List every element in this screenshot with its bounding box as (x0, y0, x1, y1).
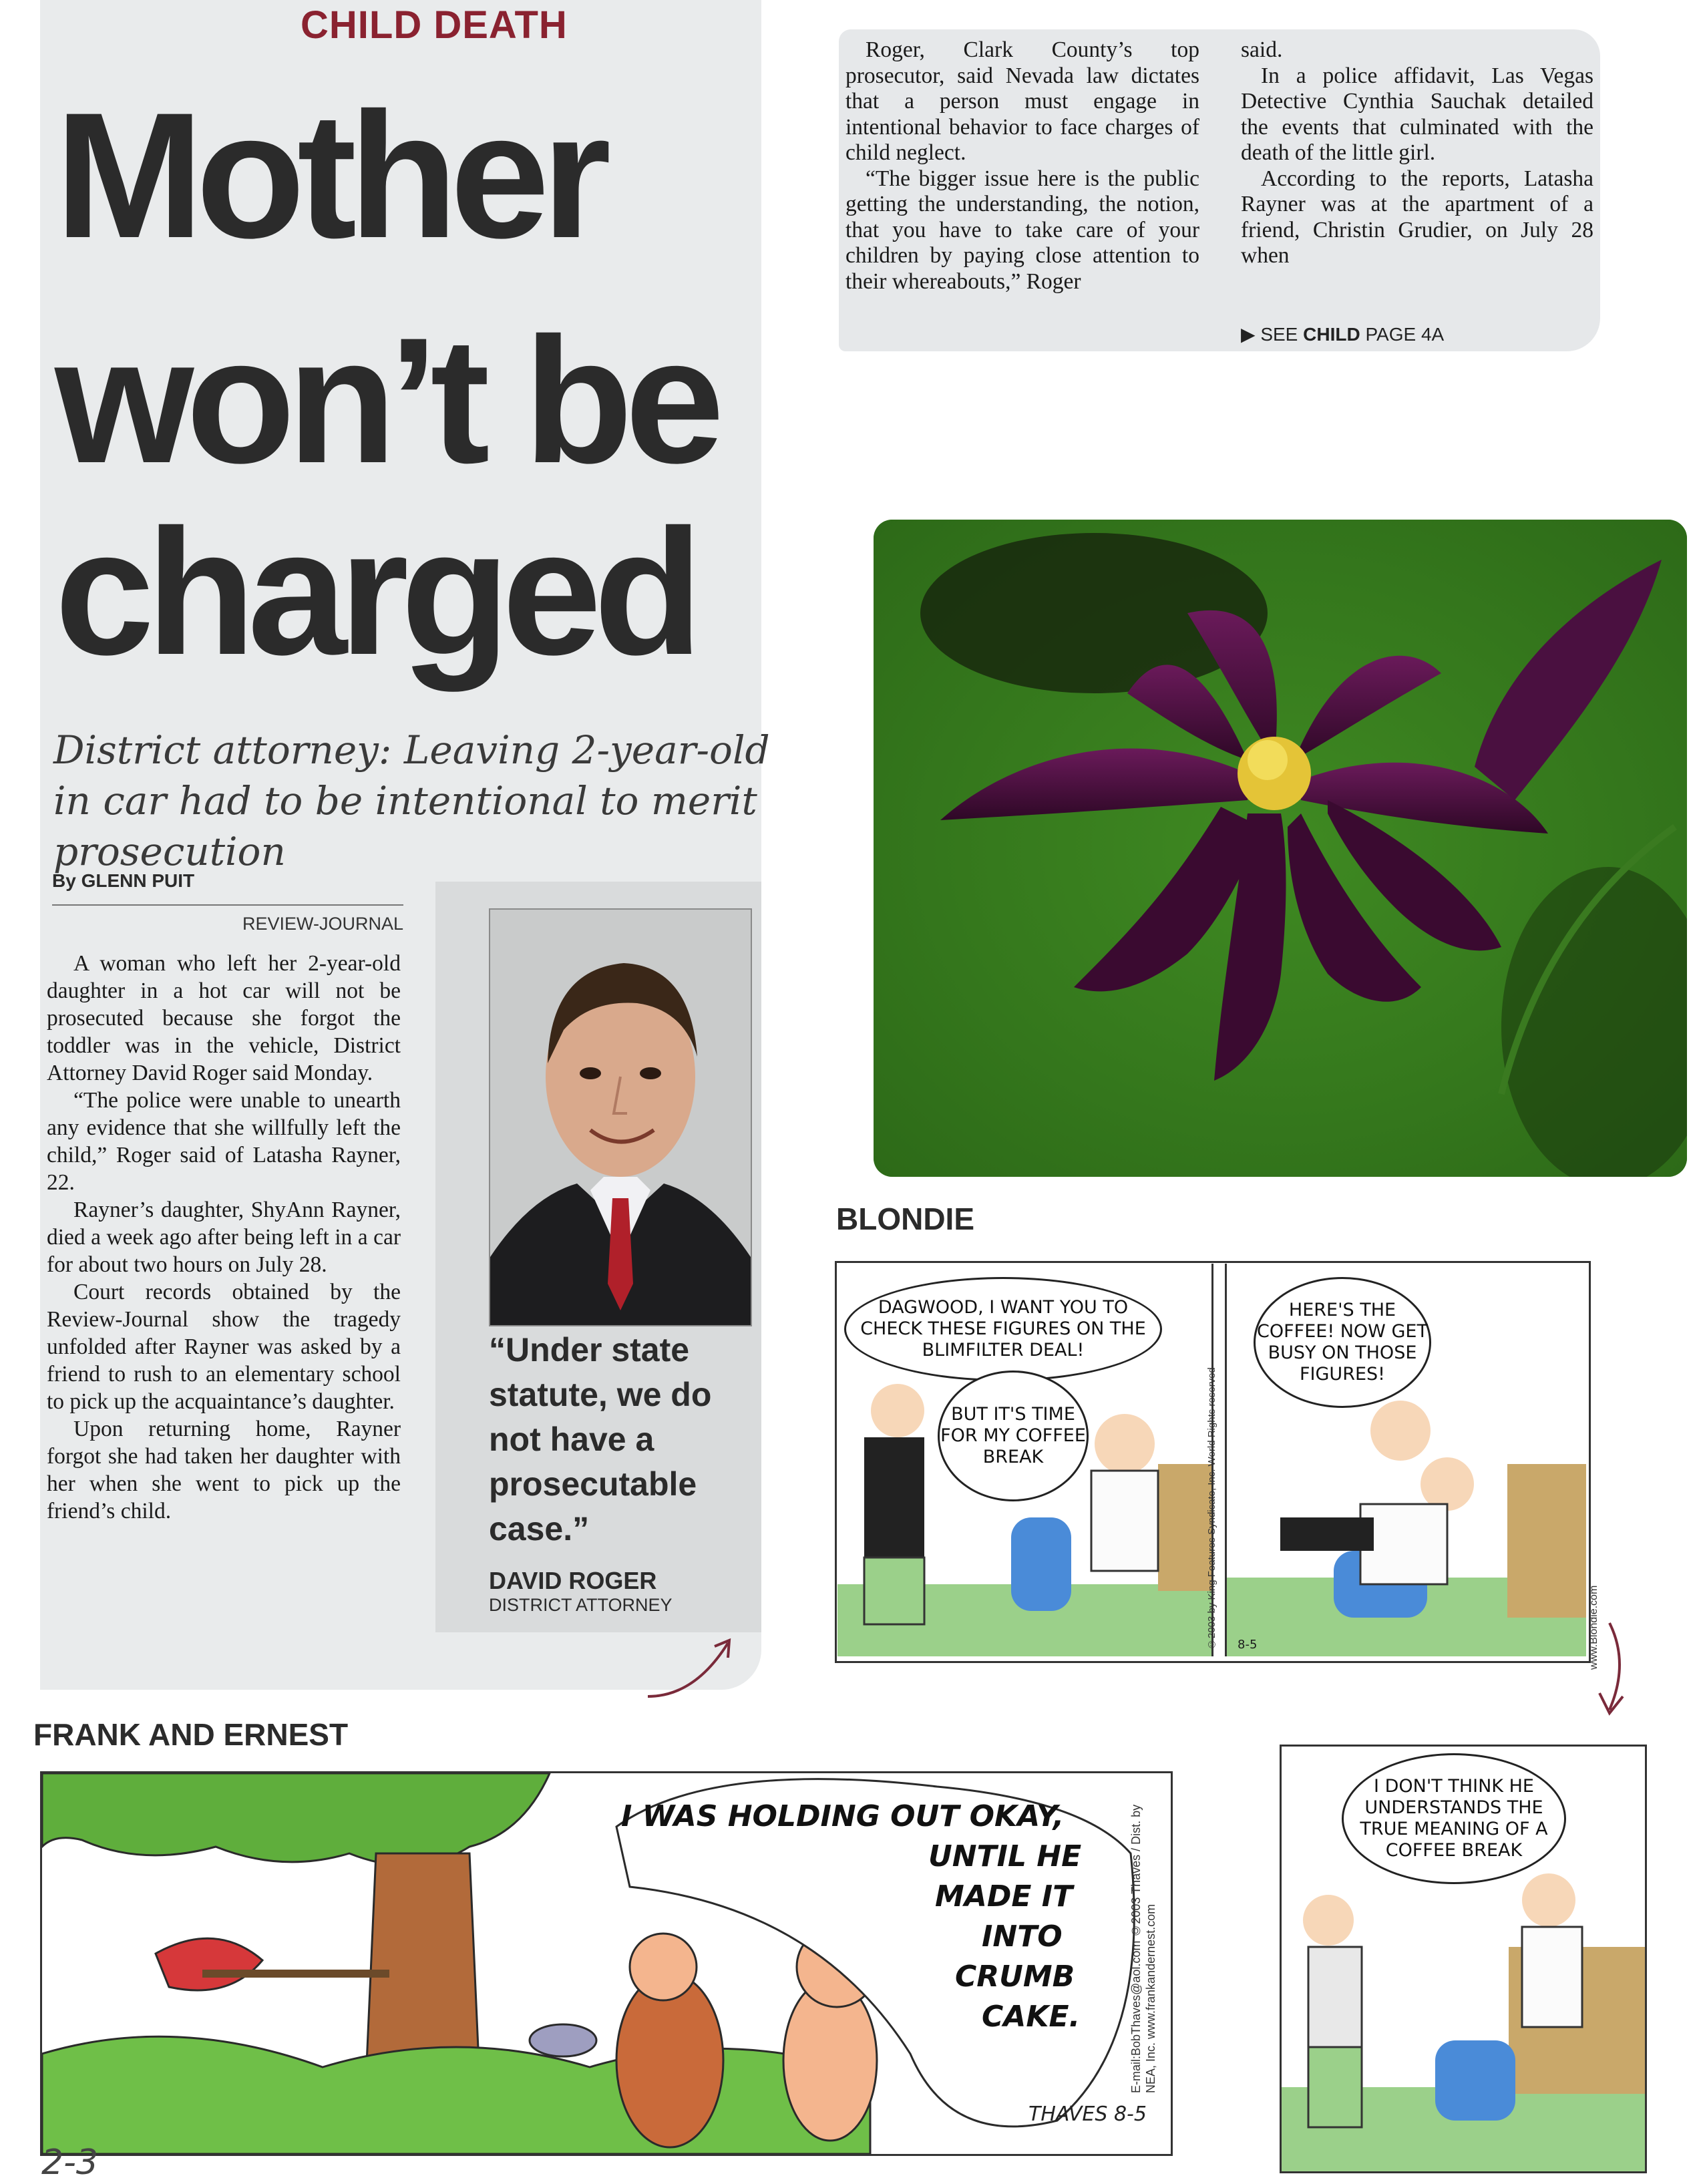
blondie-balloon-4: I DON'T THINK HE UNDERSTANDS THE TRUE MEANING OF A COFFEE BREAK (1342, 1753, 1566, 1884)
frank-and-ernest-title: FRANK AND ERNEST (33, 1717, 349, 1752)
blondie-credit: ©2003 by King Features Syndicate, Inc. World Rights reserved (1206, 1367, 1217, 1650)
continuation-paragraph: In a police affidavit, Las Vegas Detective Cynthia Sauchak detailed the events that culminated with the death of the little girl. (1241, 63, 1593, 165)
blondie-website: www.Blondie.com (1588, 1585, 1599, 1670)
quote-attribution-name: DAVID ROGER (489, 1567, 657, 1594)
byline-rule (52, 904, 403, 906)
continuation-paragraph: According to the reports, Latasha Rayner was at the apartment of a friend, Christin Grudier, on July 28 when (1241, 166, 1593, 268)
jump-prefix: ▶ SEE (1241, 324, 1304, 345)
continuation-paragraph: said. (1241, 37, 1283, 62)
continuation-column-right (1241, 37, 1593, 269)
flower-photo (874, 520, 1687, 1177)
headline-line-3: charged (55, 492, 695, 692)
headline-line-1: Mother (55, 75, 604, 275)
article-paragraph: Court records obtained by the Review-Journal show the tragedy unfolded after Rayner was asked by a friend to rush to an elementary school to pick up the acquaintance’s daughter. (47, 1280, 401, 1414)
blondie-date: 8-5 (1238, 1638, 1258, 1652)
blondie-balloon-3: HERE'S THE COFFEE! NOW GET BUSY ON THOSE FIGURES! (1254, 1277, 1431, 1408)
balloon-line: CRUMB (955, 1960, 1075, 1994)
arrow-icon (641, 1630, 748, 1710)
continuation-column-left (845, 37, 1199, 295)
frank-and-ernest-signature: THAVES 8-5 (1028, 2103, 1147, 2126)
blondie-panel-2 (1225, 1264, 1586, 1656)
blondie-balloon-2: BUT IT'S TIME FOR MY COFFEE BREAK (938, 1371, 1089, 1501)
blondie-title: BLONDIE (836, 1202, 974, 1236)
balloon-line: INTO (982, 1920, 1063, 1954)
article-paragraph: A woman who left her 2-year-old daughter in a hot car will not be prosecuted because she forgot the toddler was in the vehicle, District Attorney David Roger said Monday. (47, 951, 401, 1085)
portrait-illustration (490, 910, 751, 1325)
jump-section: CHILD (1303, 324, 1360, 345)
balloon-line: MADE IT (935, 1879, 1073, 1914)
balloon-line: UNTIL HE (928, 1839, 1082, 1873)
blondie-panel-1 (837, 1264, 1213, 1656)
article-body (47, 950, 401, 1525)
blondie-balloon-1: DAGWOOD, I WANT YOU TO CHECK THESE FIGURES ON THE BLIMFILTER DEAL! (844, 1277, 1162, 1381)
jump-line (1241, 323, 1588, 345)
pull-quote: “Under state statute, we do not have a prosecutable case.” (489, 1331, 712, 1548)
article-paragraph: Upon returning home, Rayner forgot she had taken her daughter with her when she went to pick up the friend’s child. (47, 1417, 401, 1523)
portrait-photo (489, 908, 752, 1326)
article-paragraph: Rayner’s daughter, ShyAnn Rayner, died a week ago after being left in a car for about two hours on July 28. (47, 1198, 401, 1277)
jump-suffix: PAGE 4A (1360, 324, 1445, 345)
headline-line-2: won’t be (55, 300, 717, 500)
quote-attribution-title: DISTRICT ATTORNEY (489, 1595, 673, 1615)
article-paragraph: “The police were unable to unearth any evidence that she willfully left the child,” Roger said of Latasha Rayner, 22. (47, 1088, 401, 1195)
continuation-paragraph: Roger, Clark County’s top prosecutor, said Nevada law dictates that a person must engage in intentional behavior to face charges of child neglect. (845, 37, 1199, 165)
article-deck: District attorney: Leaving 2-year-old in car had to be intentional to merit prosecution (53, 727, 770, 874)
byline: By GLENN PUIT (52, 870, 195, 891)
balloon-line: CAKE. (982, 2000, 1081, 2034)
organization-credit: REVIEW-JOURNAL (242, 914, 403, 934)
blondie-panel-3 (1280, 1745, 1647, 2173)
columbine-flower-illustration (874, 520, 1687, 1177)
page-number: 2-3 (41, 2143, 98, 2183)
article-kicker: CHILD DEATH (301, 3, 568, 47)
balloon-line: I WAS HOLDING OUT OKAY, (621, 1799, 1065, 1833)
frank-and-ernest-balloon (621, 1797, 1129, 2037)
frank-and-ernest-credit: E-mail:BobThaves@aol.com ©2003 Thaves / Dist. by NEA, Inc. www.frankandernest.com (1129, 1804, 1157, 2093)
continuation-paragraph: “The bigger issue here is the public getting the understanding, the notion, that you have to take care of your children by paying close attention to their whereabouts,” Roger (845, 166, 1199, 294)
